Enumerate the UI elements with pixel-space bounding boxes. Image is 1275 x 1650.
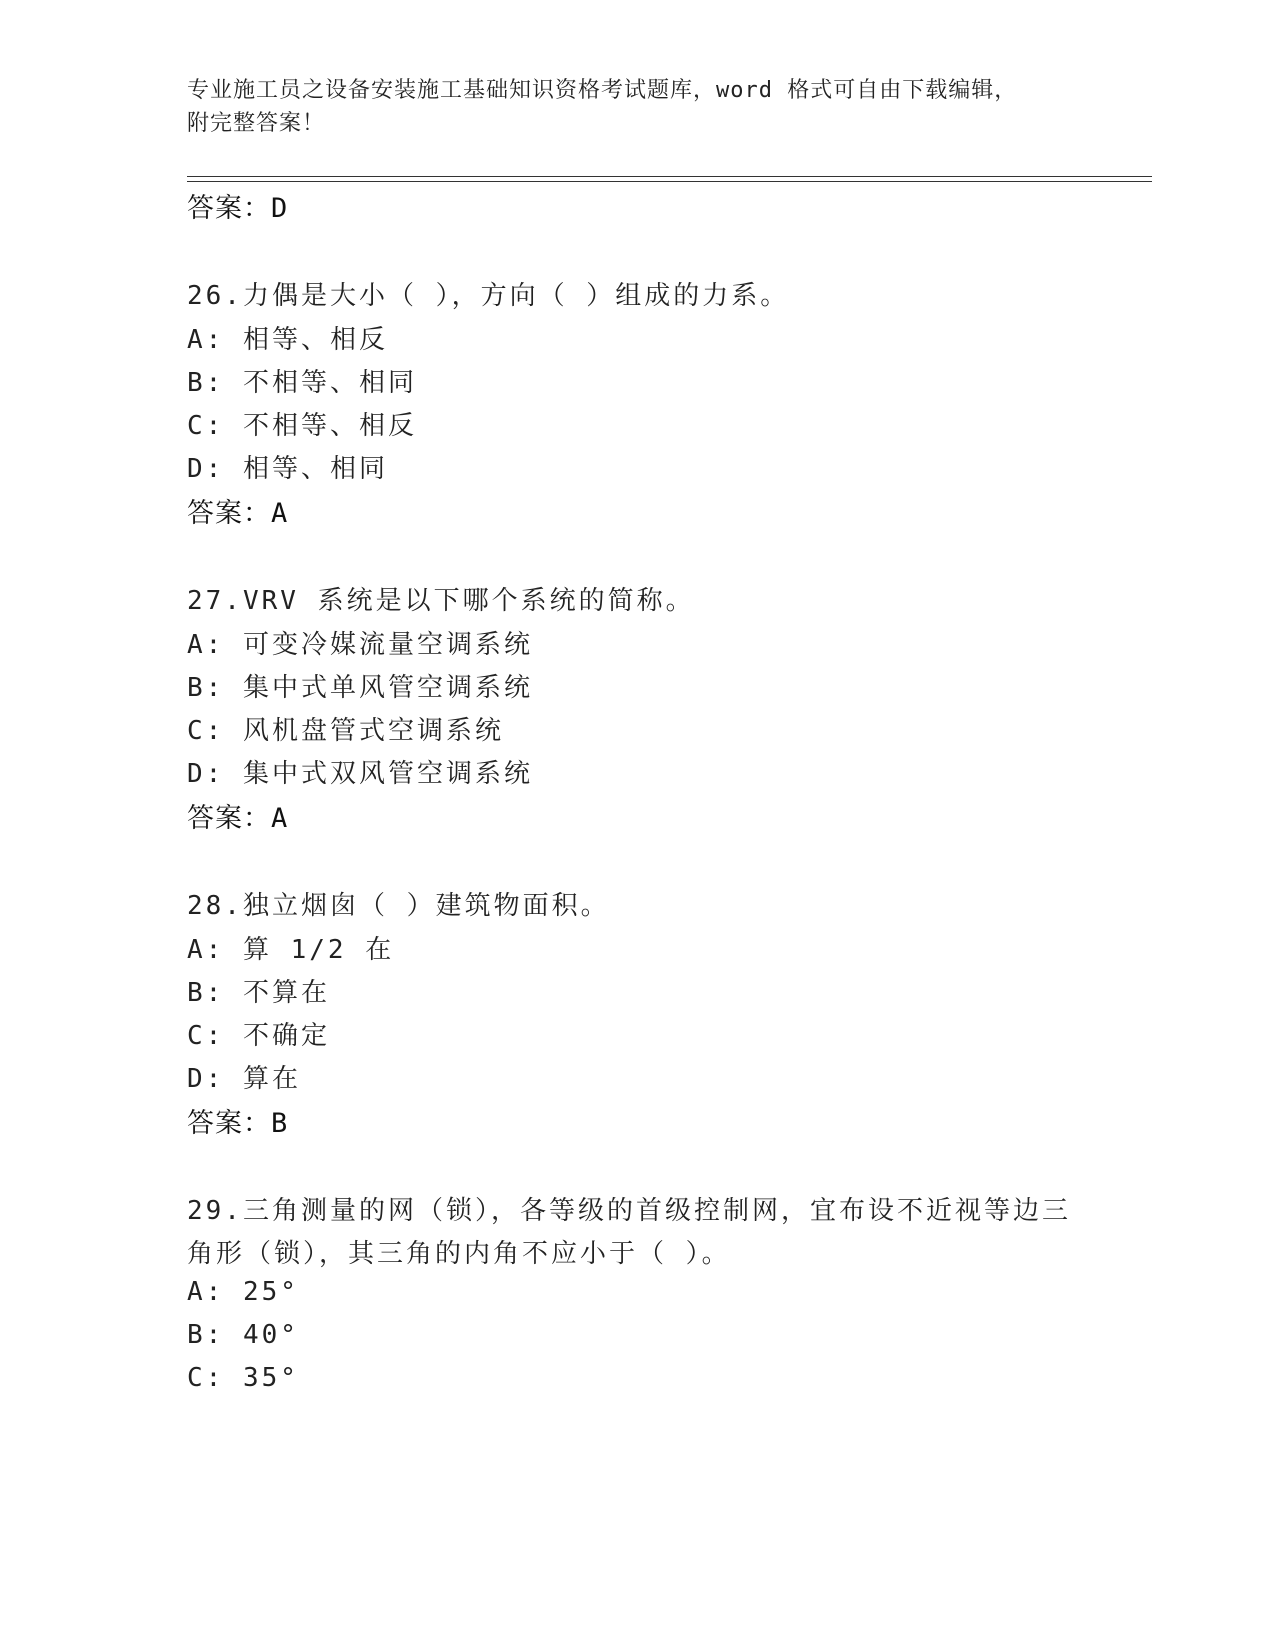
question-stem-line-2: 角形（锁），其三角的内角不应小于（ ）。 xyxy=(187,1239,731,1269)
option-b: B: 不算在 xyxy=(187,978,330,1008)
header-divider-bottom xyxy=(187,181,1152,182)
option-d: D: 集中式双风管空调系统 xyxy=(187,759,533,789)
answer xyxy=(187,796,288,835)
answer-label: 答案： xyxy=(187,1108,271,1139)
answer-label: 答案： xyxy=(187,803,271,834)
option-a: A: 25° xyxy=(187,1277,299,1307)
option-a: A: 可变冷媒流量空调系统 xyxy=(187,630,533,660)
previous-answer xyxy=(187,186,288,225)
option-c: C: 不相等、相反 xyxy=(187,411,417,441)
answer-label: 答案： xyxy=(187,498,271,529)
question-stem: 26.力偶是大小（ ），方向（ ）组成的力系。 xyxy=(187,281,790,311)
question-stem: 27.VRV 系统是以下哪个系统的简称。 xyxy=(187,586,695,616)
question-stem: 28.独立烟囱（ ）建筑物面积。 xyxy=(187,891,610,921)
option-c: C: 风机盘管式空调系统 xyxy=(187,716,504,746)
option-a: A: 算 1/2 在 xyxy=(187,935,395,965)
answer xyxy=(187,491,288,530)
answer-value: D xyxy=(271,193,289,224)
header-line-1: 专业施工员之设备安装施工基础知识资格考试题库，word 格式可自由下载编辑， xyxy=(187,78,1018,103)
option-b: B: 不相等、相同 xyxy=(187,368,417,398)
option-c: C: 不确定 xyxy=(187,1021,330,1051)
question-stem-line-1: 29.三角测量的网（锁），各等级的首级控制网，宜布设不近视等边三 xyxy=(187,1196,1071,1226)
option-d: D: 相等、相同 xyxy=(187,454,388,484)
answer-label: 答案： xyxy=(187,193,271,224)
option-a: A: 相等、相反 xyxy=(187,325,388,355)
option-b: B: 集中式单风管空调系统 xyxy=(187,673,533,703)
option-c: C: 35° xyxy=(187,1363,299,1393)
answer xyxy=(187,1101,288,1140)
header-divider-top xyxy=(187,176,1152,177)
header-line-2: 附完整答案！ xyxy=(187,111,326,136)
document-header xyxy=(187,74,1087,140)
option-b: B: 40° xyxy=(187,1320,299,1350)
option-d: D: 算在 xyxy=(187,1064,301,1094)
answer-value: A xyxy=(271,803,289,834)
answer-value: A xyxy=(271,498,289,529)
answer-value: B xyxy=(271,1108,289,1139)
